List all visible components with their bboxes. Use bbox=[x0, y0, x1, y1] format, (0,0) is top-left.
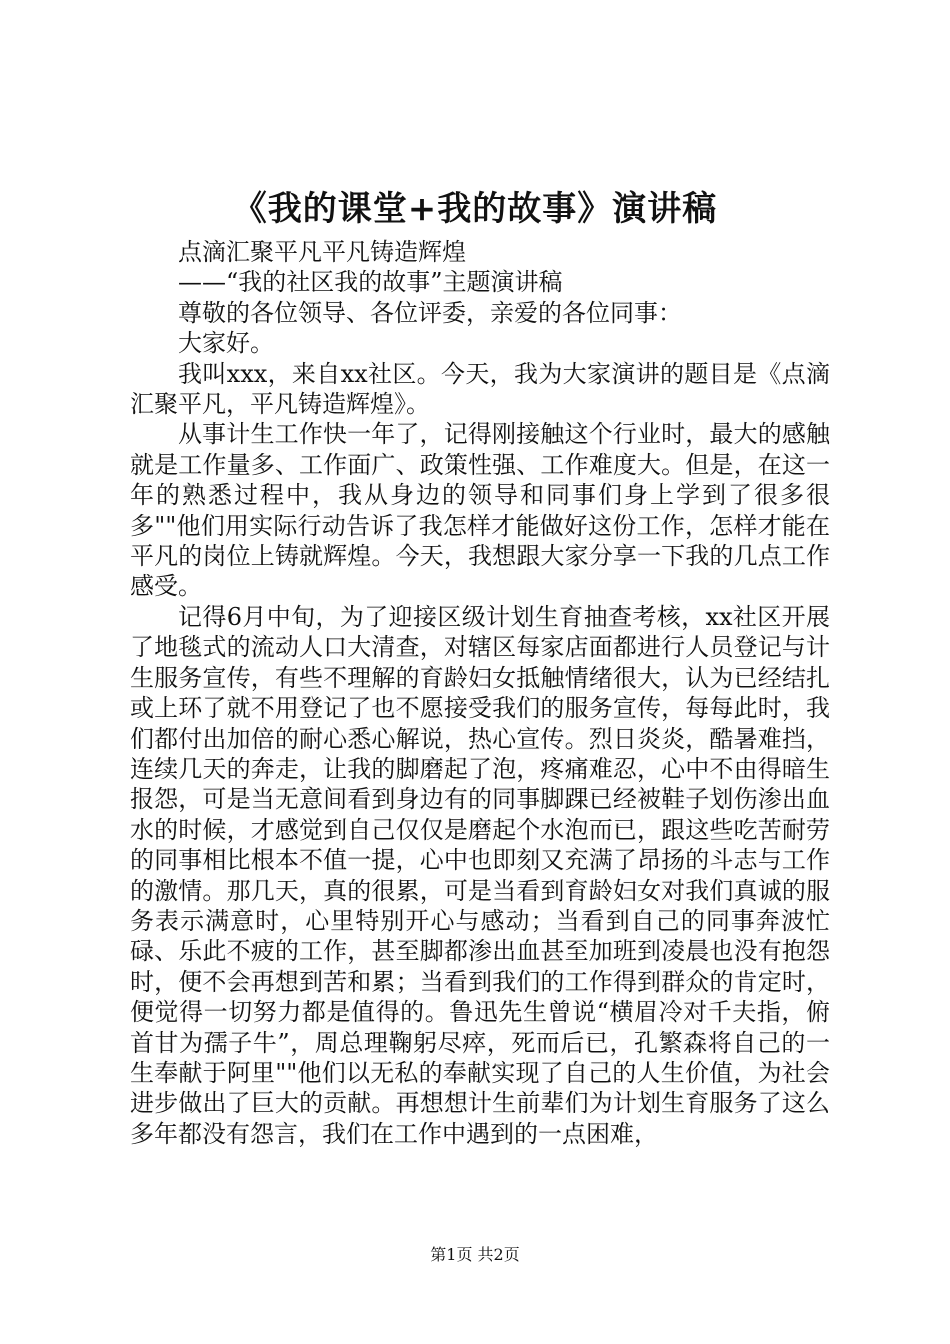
salutation: 尊敬的各位领导、各位评委，亲爱的各位同事： bbox=[178, 298, 682, 327]
document-body bbox=[130, 237, 830, 1149]
body-paragraph-intro: 我叫xxx，来自xx社区。今天，我为大家演讲的题目是《点滴汇聚平凡，平凡铸造辉煌》。 bbox=[130, 359, 830, 419]
body-paragraph-experience: 从事计生工作快一年了，记得刚接触这个行业时，最大的感触就是工作量多、工作面广、政策性强、工作难度大。但是，在这一年的熟悉过程中，我从身边的领导和同事们身上学到了很多很多""他们用实际行动告诉了我怎样才能做好这份工作，怎样才能在平凡的岗位上铸就辉煌。今天，我想跟大家分享一下我的几点工作感受。 bbox=[130, 420, 830, 601]
greeting: 大家好。 bbox=[178, 329, 274, 358]
body-paragraph-story: 记得6月中旬，为了迎接区级计划生育抽查考核，xx社区开展了地毯式的流动人口大清查，对辖区每家店面都进行人员登记与计生服务宣传，有些不理解的育龄妇女抵触情绪很大，认为已经结扎或上环了就不用登记了也不愿接受我们的服务宣传，每每此时，我们都付出加倍的耐心悉心解说，热心宣传。烈日炎炎，酷暑难挡，连续几天的奔走，让我的脚磨起了泡，疼痛难忍，心中不由得暗生报怨，可是当无意间看到身边有的同事脚踝已经被鞋子划伤渗出血水的时候，才感觉到自己仅仅是磨起个水泡而已，跟这些吃苦耐劳的同事相比根本不值一提，心中也即刻又充满了昂扬的斗志与工作的激情。那几天，真的很累，可是当看到育龄妇女对我们真诚的服务表示满意时，心里特别开心与感动；当看到自己的同事奔波忙碌、乐此不疲的工作，甚至脚都渗出血甚至加班到凌晨也没有抱怨时，便不会再想到苦和累；当看到我们的工作得到群众的肯定时，便觉得一切努力都是值得的。鲁迅先生曾说“横眉冷对千夫指，俯首甘为孺子牛”，周总理鞠躬尽瘁，死而后已，孔繁森将自己的一生奉献于阿里""他们以无私的奉献实现了自己的人生价值，为社会进步做出了巨大的贡献。再想想计生前辈们为计划生育服务了这么多年都没有怨言，我们在工作中遇到的一点困难， bbox=[130, 602, 830, 1148]
subtitle-theme-line: ——“我的社区我的故事”主题演讲稿 bbox=[178, 268, 563, 297]
subtitle-line: 点滴汇聚平凡平凡铸造辉煌 bbox=[178, 238, 466, 266]
document-title: 《我的课堂+我的故事》演讲稿 bbox=[232, 189, 718, 229]
page-number-footer: 第1页 共2页 bbox=[430, 1245, 520, 1264]
